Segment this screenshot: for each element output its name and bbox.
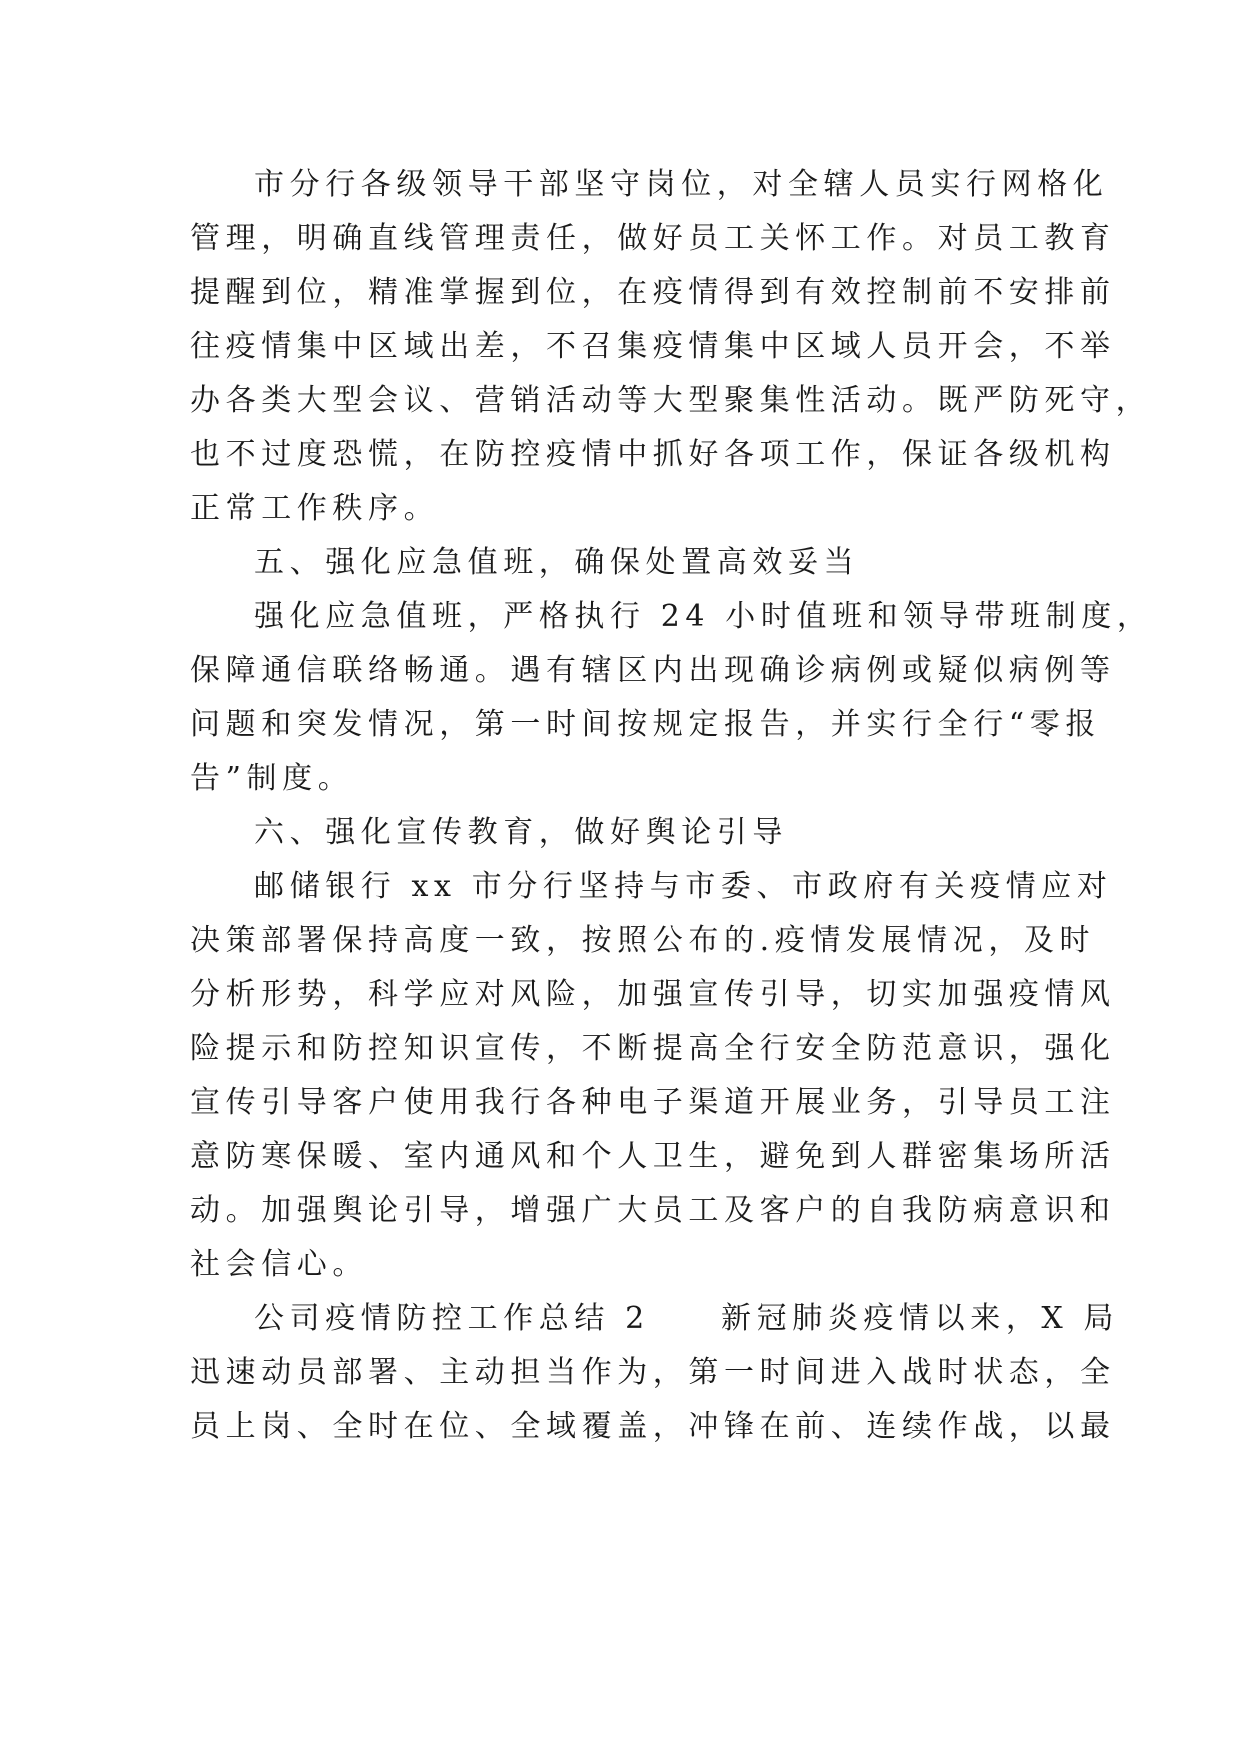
section-heading [190, 536, 1050, 590]
text-line: 分析形势，科学应对风险，加强宣传引导，切实加强疫情风 [190, 977, 1116, 1012]
text-line: 险提示和防控知识宣传，不断提高全行安全防范意识，强化 [190, 1031, 1116, 1066]
text-line: 迅速动员部署、主动担当作为，第一时间进入战时状态，全 [190, 1355, 1116, 1390]
text-line: 公司疫情防控工作总结 2 新冠肺炎疫情以来，X 局 [254, 1301, 1120, 1336]
text-line: 宣传引导客户使用我行各种电子渠道开展业务，引导员工注 [190, 1085, 1116, 1120]
heading-line: 六、强化宣传教育，做好舆论引导 [254, 815, 788, 850]
text-line: 意防寒保暖、室内通风和个人卫生，避免到人群密集场所活 [190, 1139, 1116, 1174]
document-body [190, 158, 1153, 1454]
text-line: 提醒到位，精准掌握到位，在疫情得到有效控制前不安排前 [190, 275, 1116, 310]
text-line: 动。加强舆论引导，增强广大员工及客户的自我防病意识和 [190, 1193, 1116, 1228]
text-line: 市分行各级领导干部坚守岗位，对全辖人员实行网格化 [254, 167, 1109, 202]
text-line: 决策部署保持高度一致，按照公布的.疫情发展情况，及时 [190, 923, 1096, 958]
text-line: 员上岗、全时在位、全域覆盖，冲锋在前、连续作战，以最 [190, 1409, 1116, 1444]
text-line: 正常工作秩序。 [190, 491, 440, 526]
text-line: 保障通信联络畅通。遇有辖区内出现确诊病例或疑似病例等 [190, 653, 1116, 688]
text-line: 也不过度恐慌，在防控疫情中抓好各项工作，保证各级机构 [190, 437, 1116, 472]
paragraph [190, 158, 1152, 536]
text-line: 邮储银行 xx 市分行坚持与市委、市政府有关疫情应对 [254, 869, 1113, 904]
paragraph [190, 1292, 1120, 1454]
text-line: 办各类大型会议、营销活动等大型聚集性活动。既严防死守， [190, 383, 1152, 418]
section-heading [190, 806, 1050, 860]
text-line: 强化应急值班，严格执行 24 小时值班和领导带班制度， [254, 599, 1153, 634]
text-line: 告”制度。 [190, 761, 354, 796]
text-line: 问题和突发情况，第一时间按规定报告，并实行全行“零报 [190, 707, 1101, 742]
text-line: 社会信心。 [190, 1247, 368, 1282]
text-line: 管理，明确直线管理责任，做好员工关怀工作。对员工教育 [190, 221, 1116, 256]
text-line: 往疫情集中区域出差，不召集疫情集中区域人员开会，不举 [190, 329, 1116, 364]
heading-line: 五、强化应急值班，确保处置高效妥当 [254, 545, 860, 580]
paragraph [190, 590, 1153, 806]
paragraph [190, 860, 1116, 1292]
